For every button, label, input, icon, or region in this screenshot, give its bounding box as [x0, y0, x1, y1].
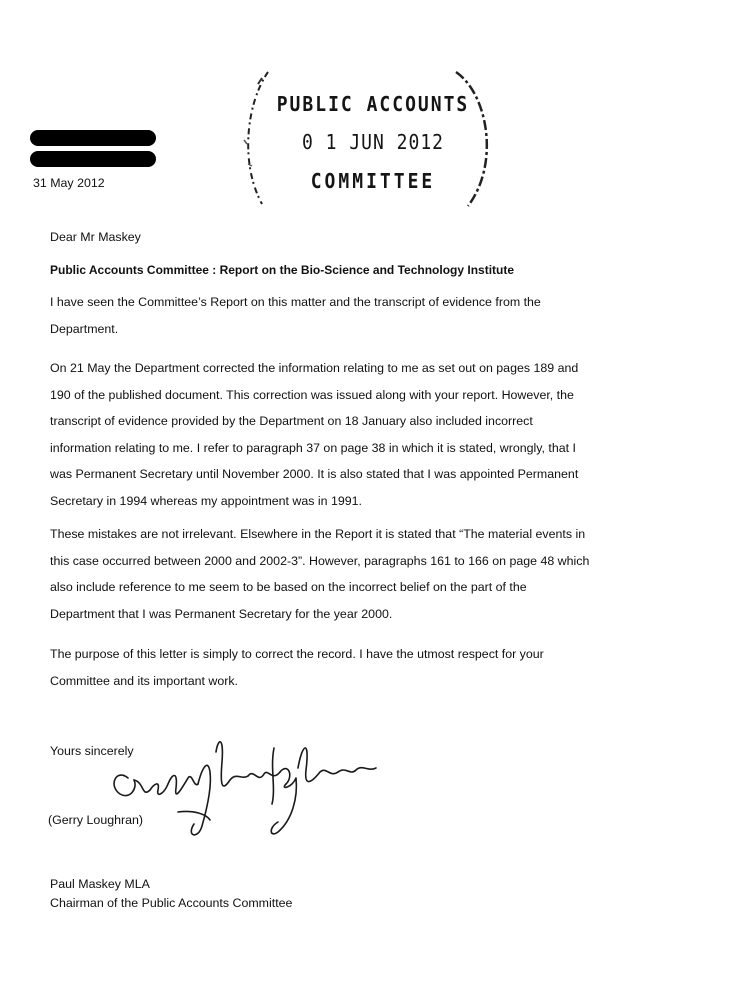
salutation: Dear Mr Maskey [50, 230, 141, 244]
paragraph-line: The purpose of this letter is simply to correct the record. I have the utmost respect for your [50, 647, 544, 661]
recipient-name: Paul Maskey MLA [50, 877, 150, 891]
stamp-line-1: PUBLIC ACCOUNTS [276, 92, 470, 117]
signatory-name: (Gerry Loughran) [48, 813, 144, 827]
paragraph-line: this case occurred between 2000 and 2002-3”. However, paragraphs 161 to 166 on page 48 which [50, 553, 590, 568]
redaction-bar-2 [30, 151, 156, 167]
closing: Yours sincerely [50, 744, 134, 758]
letter-date: 31 May 2012 [33, 176, 105, 190]
paragraph-line: Department. [50, 321, 119, 336]
paragraph-2 [50, 355, 730, 514]
paragraph-line: transcript of evidence provided by the Department on 18 January also included incorrect [50, 414, 533, 428]
recipient-title: Chairman of the Public Accounts Committee [50, 896, 293, 910]
paragraph-1 [50, 289, 730, 342]
paragraph-line: Department that I was Permanent Secretary for the year 2000. [50, 606, 393, 621]
paragraph-line: also include reference to me seem to be based on the incorrect belief on the part of the [50, 580, 527, 594]
paragraph-line: I have seen the Committee’s Report on this matter and the transcript of evidence from the [50, 295, 541, 309]
redaction-bar-1 [30, 130, 156, 146]
paragraph-3 [50, 521, 730, 627]
paragraph-4 [50, 641, 730, 694]
paragraph-line: These mistakes are not irrelevant. Elsewhere in the Report it is stated that “The material events in [50, 527, 586, 541]
subject-line: Public Accounts Committee : Report on the Bio-Science and Technology Institute [50, 263, 515, 277]
paragraph-line: information relating to me. I refer to paragraph 37 on page 38 in which it is stated, wrongly, that I [50, 440, 576, 455]
paragraph-line: Secretary in 1994 whereas my appointment was in 1991. [50, 493, 363, 508]
stamp-line-3: COMMITTEE [310, 169, 436, 194]
stamp-date: 0 1 JUN 2012 [301, 130, 445, 155]
paragraph-line: On 21 May the Department corrected the information relating to me as set out on pages 189 and [50, 361, 579, 375]
paragraph-line: was Permanent Secretary until November 2000. It is also stated that I was appointed Permanent [50, 467, 579, 481]
paragraph-line: Committee and its important work. [50, 673, 238, 688]
paragraph-line: 190 of the published document. This correction was issued along with your report. However, the [50, 387, 574, 402]
